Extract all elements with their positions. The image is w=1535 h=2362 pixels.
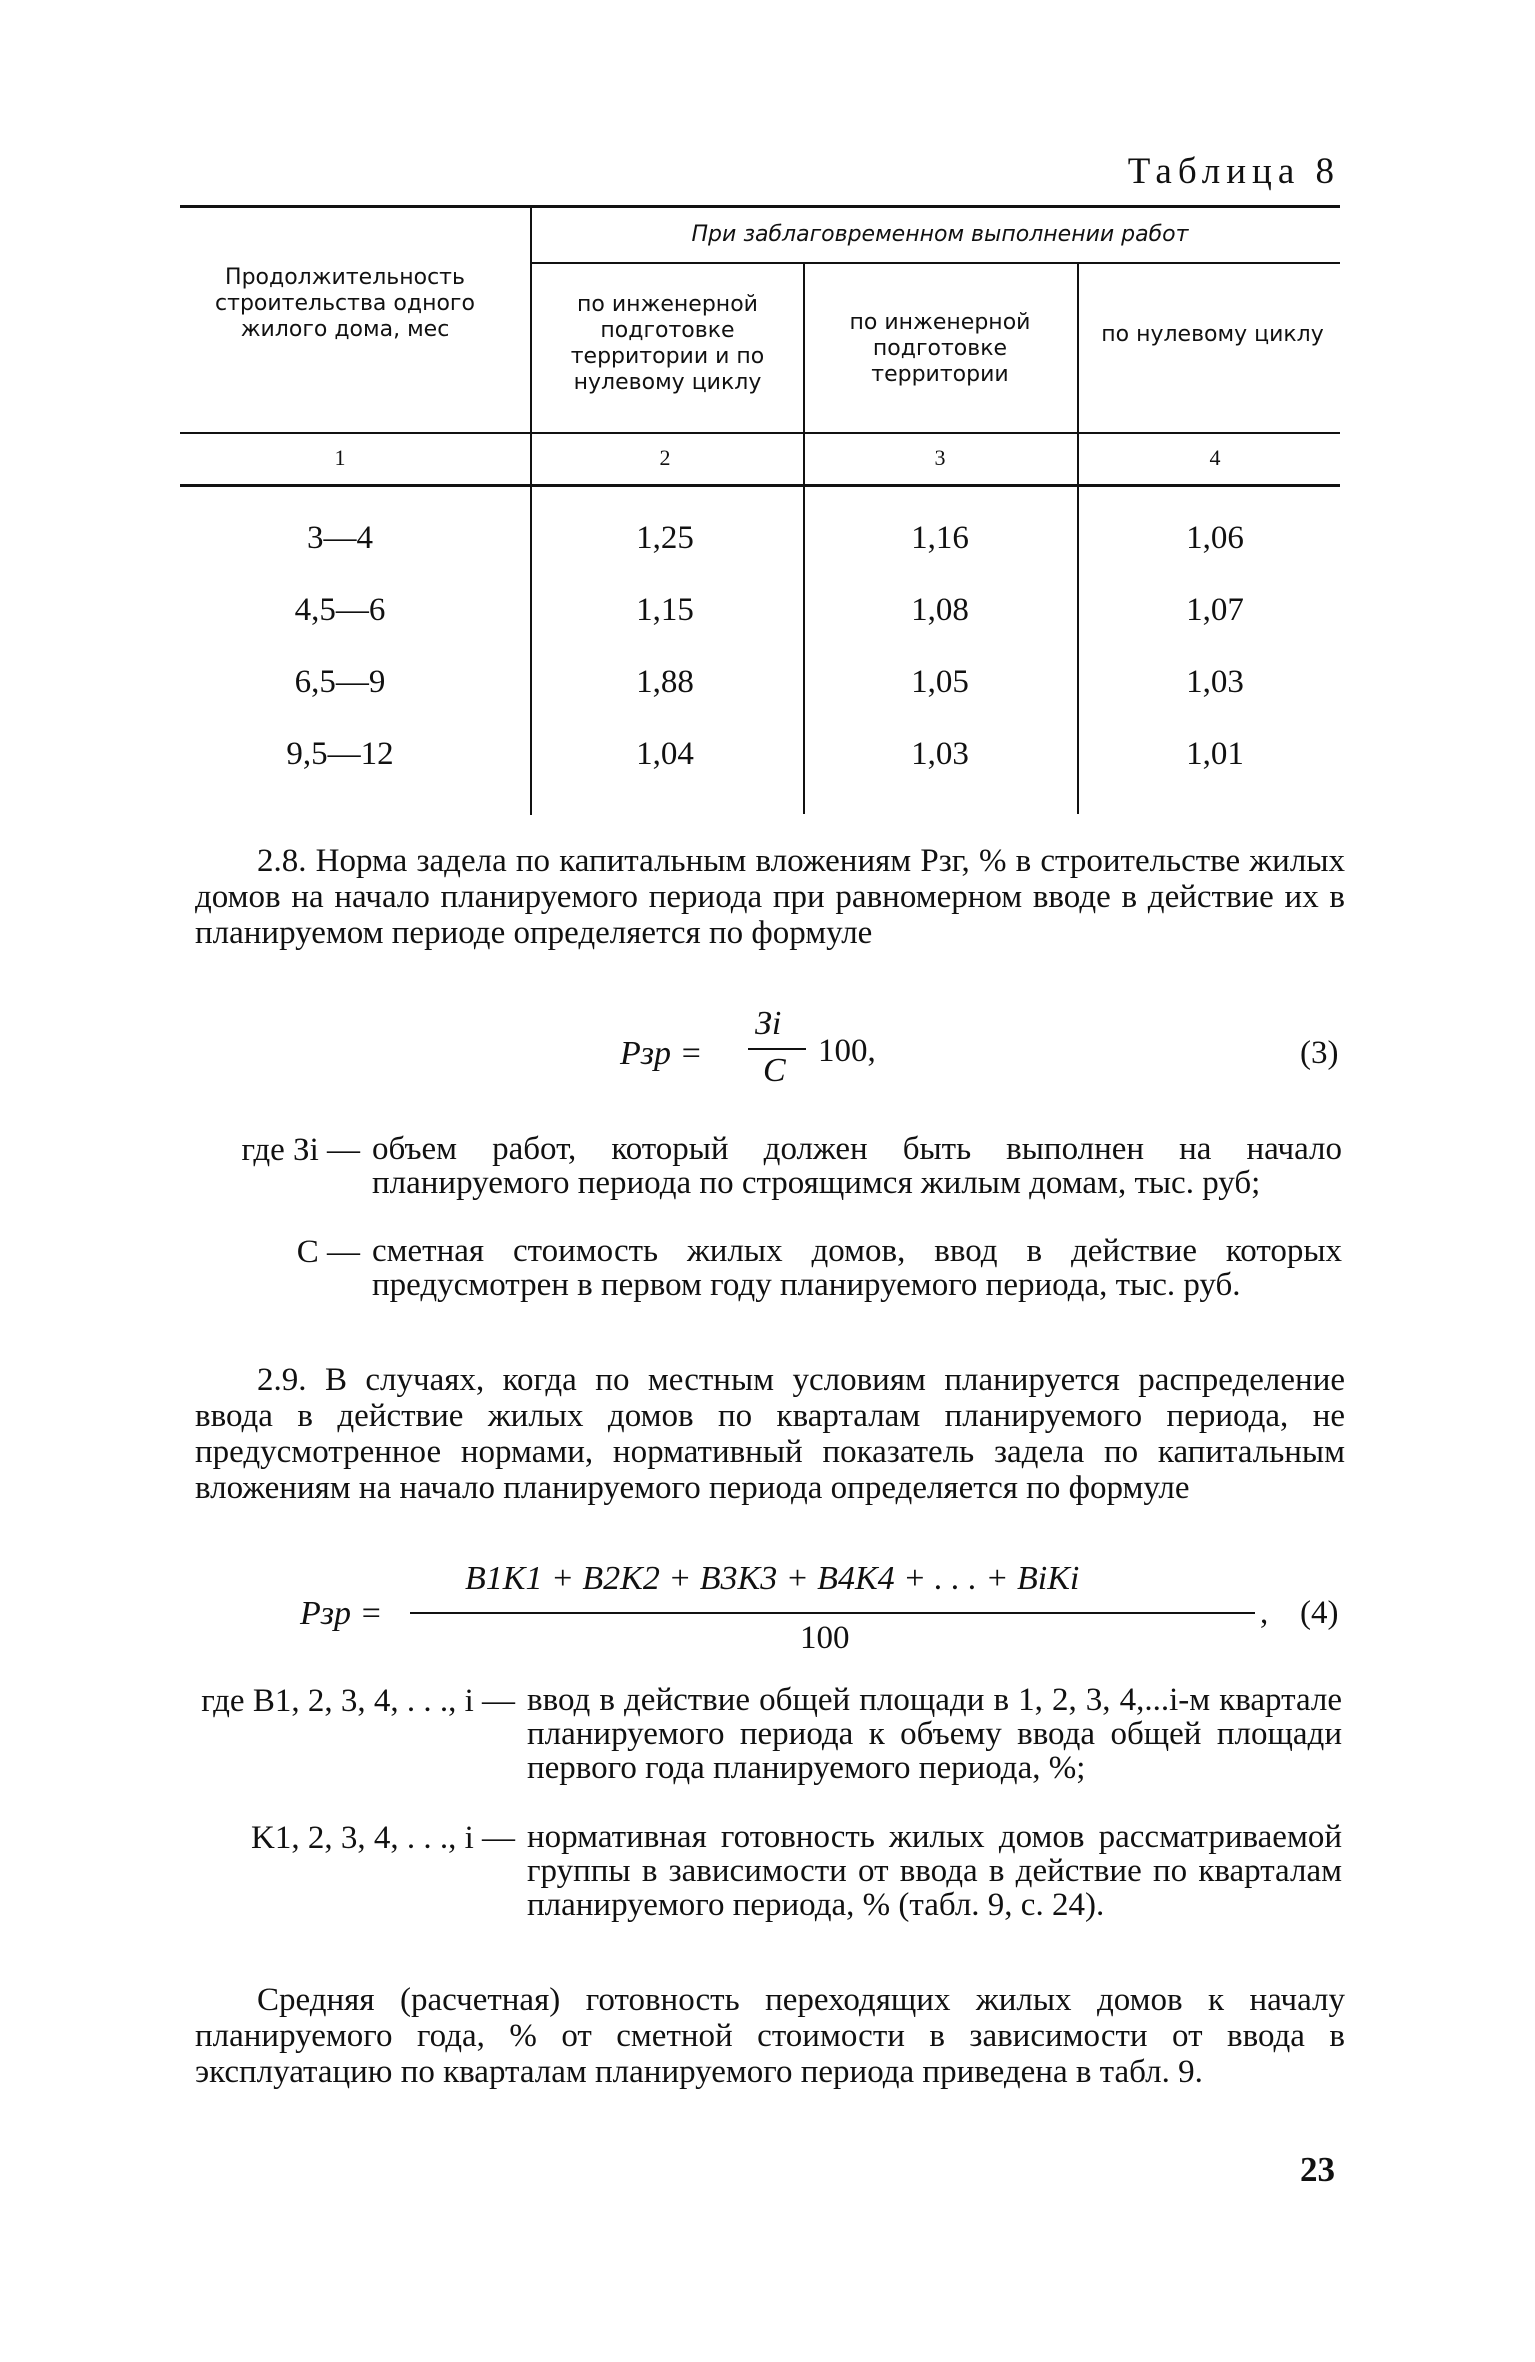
formula-3-numerator: Зi bbox=[755, 1005, 782, 1042]
formula-4-lhs: Pзр = bbox=[300, 1595, 383, 1632]
formula-3-label: (3) bbox=[1300, 1035, 1339, 1071]
formula-4-label: (4) bbox=[1300, 1595, 1339, 1631]
table-cell: 4,5—6 bbox=[294, 592, 386, 628]
header-col2: по инженерной подготовке территории и по нулевому циклу bbox=[570, 292, 765, 395]
header-duration: Продолжительность строительства одного жилого дома, мес bbox=[215, 265, 475, 342]
table-cell: 1,04 bbox=[636, 736, 694, 772]
table-cell: 3—4 bbox=[307, 520, 373, 556]
header-group: При заблаговременном выполнении работ bbox=[691, 222, 1189, 247]
paragraph-2-8: 2.8. Норма задела по капитальным вложениям Pзг, % в строительстве жилых домов на начало планируемого периода при равномерном вводе в действие их в планируемом периоде определяется по формуле bbox=[195, 843, 1345, 951]
table-cell: 1,08 bbox=[911, 592, 969, 628]
formula-4-numerator: B1K1 + B2K2 + B3K3 + B4K4 + . . . + BiKi bbox=[465, 1560, 1080, 1597]
col-divider-3 bbox=[1077, 264, 1079, 814]
definition-term: где B1, 2, 3, 4, . . ., i — bbox=[201, 1683, 515, 1719]
table-cell: 1,03 bbox=[1186, 664, 1244, 700]
definition-text: нормативная готовность жилых домов рассматриваемой группы в зависимости от ввода в действие по кварталам планируемого периода, % (табл. 9, с. 24). bbox=[527, 1819, 1342, 1923]
page-number: 23 bbox=[1300, 2150, 1335, 2189]
colnum-3: 3 bbox=[934, 445, 946, 470]
definition-text: объем работ, который должен быть выполнен на начало планируемого периода по строящимся жилым домам, тыс. руб; bbox=[372, 1131, 1342, 1201]
paragraph-2-9: 2.9. В случаях, когда по местным условиям планируется распределение ввода в действие жилых домов по кварталам планируемого периода, не предусмотренное нормами, нормативный показатель задела по капитальным вложениям на начало планируемого периода определяется по формуле bbox=[195, 1362, 1345, 1506]
formula-4-comma: , bbox=[1260, 1595, 1269, 1631]
table-cell: 1,07 bbox=[1186, 592, 1244, 628]
colnum-1: 1 bbox=[334, 445, 346, 470]
formula-3-lhs: Pзр = bbox=[620, 1035, 703, 1072]
definition-term: где Зi — bbox=[241, 1132, 360, 1168]
formula-4-denominator: 100 bbox=[800, 1620, 850, 1656]
formula-3-fraction-bar bbox=[748, 1048, 806, 1050]
colnum-4: 4 bbox=[1209, 445, 1221, 470]
col-divider-1 bbox=[530, 205, 532, 815]
table-cell: 1,16 bbox=[911, 520, 969, 556]
col-divider-2 bbox=[803, 264, 805, 814]
header-col3: по инженерной подготовке территории bbox=[849, 310, 1031, 387]
definition-text: сметная стоимость жилых домов, ввод в действие которых предусмотрен в первом году планируемого периода, тыс. руб. bbox=[372, 1233, 1342, 1303]
table-cell: 6,5—9 bbox=[294, 664, 386, 700]
group-header-rule bbox=[532, 262, 1340, 264]
definition-text: ввод в действие общей площади в 1, 2, 3, 4,...i-м квартале планируемого периода к объему ввода общей площади первого года планируемого периода, %; bbox=[527, 1682, 1342, 1786]
definition-term: С — bbox=[296, 1234, 360, 1270]
colnum-2: 2 bbox=[659, 445, 671, 470]
formula-3-denominator: C bbox=[763, 1052, 786, 1089]
colnum-bottom-rule bbox=[180, 484, 1340, 487]
table-cell: 1,03 bbox=[911, 736, 969, 772]
paragraph-closing: Средняя (расчетная) готовность переходящих жилых домов к началу планируемого года, % от сметной стоимости в зависимости от ввода в эксплуатацию по кварталам планируемого периода приведена в табл. 9. bbox=[195, 1982, 1345, 2090]
header-bottom-rule bbox=[180, 432, 1340, 434]
header-col4: по нулевому циклу bbox=[1101, 322, 1324, 347]
table-cell: 9,5—12 bbox=[286, 736, 394, 772]
table-cell: 1,06 bbox=[1186, 520, 1244, 556]
table-cell: 1,15 bbox=[636, 592, 694, 628]
formula-3-tail: 100, bbox=[818, 1033, 876, 1069]
table-cell: 1,05 bbox=[911, 664, 969, 700]
table-cell: 1,01 bbox=[1186, 736, 1244, 772]
table-caption: Таблица 8 bbox=[1127, 151, 1340, 192]
table-cell: 1,25 bbox=[636, 520, 694, 556]
definition-term: K1, 2, 3, 4, . . ., i — bbox=[251, 1820, 515, 1856]
table-cell: 1,88 bbox=[636, 664, 694, 700]
table-top-rule bbox=[180, 205, 1340, 208]
formula-4-fraction-bar bbox=[410, 1612, 1255, 1614]
